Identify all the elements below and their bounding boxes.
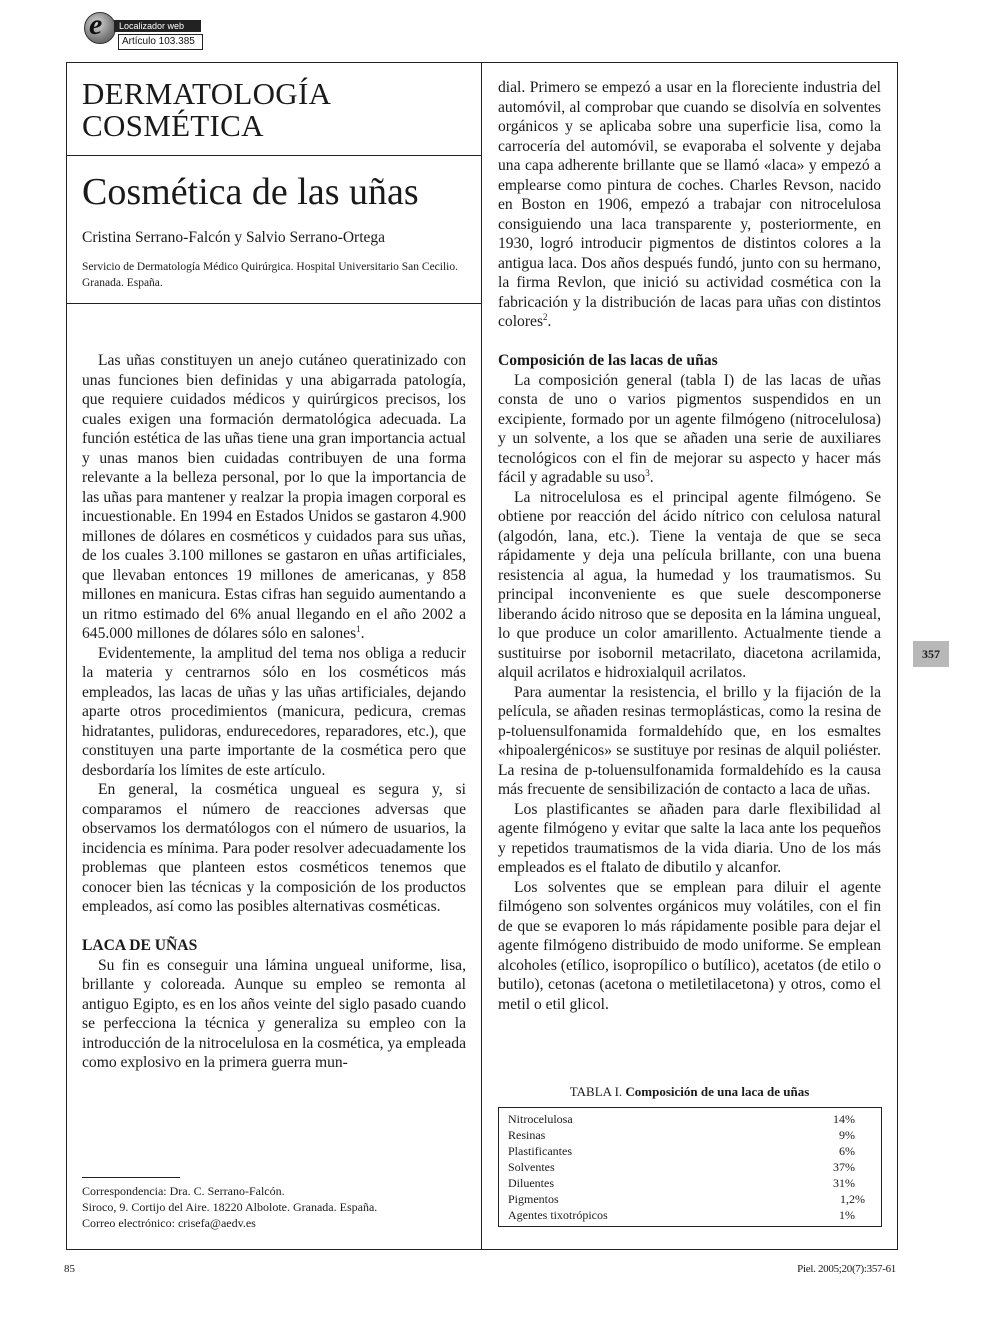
- right-column: [498, 78, 881, 1014]
- table-row-value: 9%: [839, 1128, 855, 1142]
- table-row-name: Diluentes: [508, 1176, 554, 1190]
- heading-laca-de-unas: LACA DE UÑAS: [82, 937, 198, 954]
- paragraph-safety: En general, la cosmética ungueal es segura y, si comparamos el número de reacciones adversas que observamos los dermatólogos con el número de usuarios, la incidencia es mínima. Para poder resolver adecuadamente los problemas que planteen estos cosméticos tenemos que conocer bien las técnicas y la composición de los productos empleados, así como las posibles alternativas cosméticas.: [82, 781, 466, 915]
- paragraph-laca: Su fin es conseguir una lámina ungueal uniforme, lisa, brillante y coloreada. Aunque su empleo se remonta al antiguo Egipto, es en los años veinte del siglo pasado cuando se perfecciona la técnica y generaliza su empleo con la introducción de la nitrocelulosa en la cosmética, ya empleada como explosivo en la primera guerra mun-: [82, 956, 466, 1071]
- correspondence-address: Siroco, 9. Cortijo del Aire. 18220 Albolote. Granada. España.: [82, 1200, 378, 1214]
- reference-3: 3: [645, 467, 650, 478]
- table-row-name: Plastificantes: [508, 1144, 572, 1158]
- page-number: 85: [64, 1263, 75, 1275]
- paragraph-scope: Evidentemente, la amplitud del tema nos obliga a reducir la materia y centrarnos sólo en los cosméticos más empleados, las lacas de uñas y las uñas artificiales, dejando aparte otros procedimientos (manicura, pedicura, cremas hidratantes, pulidoras, endurecedores, reparadores, etc.), que constituyen una parte importante de la cosmética pero que desbordaría los límites de este artículo.: [82, 644, 466, 779]
- logo-label: Localizador web: [114, 20, 201, 32]
- table-caption: [498, 1083, 881, 1101]
- section-title-line1: DERMATOLOGÍA: [82, 76, 332, 111]
- header-rule-top: [66, 155, 482, 156]
- affiliation: Servicio de Dermatología Médico Quirúrgica. Hospital Universitario San Cecilio. Granada. España.: [82, 261, 459, 289]
- reference-2: 2: [543, 311, 548, 322]
- table-row-name: Pigmentos: [508, 1192, 559, 1206]
- paragraph-intro: Las uñas constituyen un anejo cutáneo queratinizado con unas funciones bien definidas y una abigarrada patología, que requiere cuidados médicos y quirúrgicos precisos, los cuales exigen una formación dermatológica adecuada. La función estética de las uñas tiene una gran importancia actual y unas manos bien cuidadas contribuyen de una forma relevante a la belleza personal, por lo que la importancia de las uñas para mantener y realzar la propia imagen corporal es incuestionable. En 1994 en Estados Unidos se gastaron 4.900 millones de dólares en cosméticos y cuidados para sus uñas, de los cuales 3.100 millones se gastaron en uñas artificiales, que llevaban entonces 19 millones de americanas, y 858 millones en manicura. Estas cifras han seguido aumentando a un ritmo estimado del 6% anual llegando en el año 2002 a 645.000 millones de dólares sólo en salones$^1$.: [82, 352, 466, 642]
- table-row-value: 1%: [839, 1208, 855, 1222]
- paragraph-nitrocelulosa: La nitrocelulosa es el principal agente filmógeno. Se obtiene por reacción del ácido nítrico con celulosa natural (algodón, lana, etc.). Tiene la ventaja de que se seca rápidamente y deja una película brillante, con una buena resistencia al agua, la humedad y los traumatismos. Su principal inconveniente es que suele descomponerse liberando ácido nitroso que se deposita en la lámina ungueal, lo que produce un color amarillento. Actualmente tiende a sustituirse por isobornil metacrilato, diacetona acrilamida, alquil acrilatos e hidroxialquil acrilatos.: [498, 488, 881, 681]
- column-divider: [481, 62, 482, 1249]
- table-row-name: Agentes tixotrópicos: [508, 1208, 608, 1222]
- table-row-name: Resinas: [508, 1128, 546, 1142]
- table-caption-prefix: TABLA I.: [569, 1084, 623, 1099]
- correspondence-email: Correo electrónico: crisefa@aedv.es: [82, 1216, 256, 1230]
- paragraph-plastificantes: Los plastificantes se añaden para darle flexibilidad al agente filmógeno y evitar que salte la laca ante los pequeños y repetidos traumatismos de la vida diaria. Uno de los más empleados es el ftalato de dibutilo y alcanfor.: [498, 800, 881, 876]
- logo-letter: e: [89, 8, 103, 41]
- section-title-line2: COSMÉTICA: [82, 108, 264, 143]
- localizador-web-logo: [84, 8, 200, 54]
- left-column: [82, 351, 466, 1073]
- table-row-value: 37%: [833, 1160, 855, 1174]
- composition-table: [498, 1107, 882, 1227]
- correspondence-name: Correspondencia: Dra. C. Serrano-Falcón.: [82, 1184, 285, 1198]
- page-tab-number: 357: [913, 641, 949, 667]
- correspondence-footnote: [82, 1183, 377, 1231]
- heading-composicion: Composición de las lacas de uñas: [498, 352, 718, 369]
- article-number: Artículo 103.385: [118, 34, 203, 50]
- reference-1: 1: [356, 623, 361, 634]
- paragraph-continuation: dial. Primero se empezó a usar en la floreciente industria del automóvil, al comprobar que cuando se disolvía en solventes orgánicos y se aplicaba sobre una superficie lisa, como la carrocería del automóvil, se evaporaba el solvente y dejaba una capa adherente brillante que se llamó «laca» y empezó a emplearse como pintura de coches. Charles Revson, nacido en Boston en 1906, empezó a trabajar con nitrocelulosa consiguiendo una laca transparente y, posteriormente, en 1930, logró introducir pigmentos de distintos colores a la antigua laca. Dos años después fundó, junto con su hermano, la firma Revlon, que inició su actividad cosmética con la fabricación y la distribución de lacas para uñas con distintos colores$^2$.: [498, 79, 881, 330]
- table-row-value: 1,2%: [840, 1192, 865, 1206]
- table-row-name: Solventes: [508, 1160, 555, 1174]
- table-row-name: Nitrocelulosa: [508, 1112, 573, 1126]
- table-row-value: 6%: [839, 1144, 855, 1158]
- paragraph-resinas: Para aumentar la resistencia, el brillo y la fijación de la película, se añaden resinas termoplásticas, como la resina de p-toluensulfonamida formaldehído que, en los esmaltes «hipoalergénicos» se sustituye por resinas de alquil poliéster. La resina de p-toluensulfonamida formaldehído es la causa más frecuente de sensibilización de contacto a laca de uñas.: [498, 683, 881, 798]
- table-row-value: 14%: [833, 1112, 855, 1126]
- article-title: Cosmética de las uñas: [82, 171, 419, 213]
- paragraph-solventes: Los solventes que se emplean para diluir el agente filmógeno son solventes orgánicos muy volátiles, con el fin de que se evaporen lo más rápidamente posible para dejar el agente filmógeno distribuido de modo uniforme. Se emplean alcoholes (etílico, isopropílico o butílico), acetatos (de etilo o butilo), cetonas (acetona o metiletilacetona) y otros, como el metil o etil glicol.: [498, 878, 881, 1013]
- footnote-rule: [82, 1177, 180, 1178]
- journal-reference: Piel. 2005;20(7):357-61: [797, 1263, 896, 1275]
- authors: Cristina Serrano-Falcón y Salvio Serrano-Ortega: [82, 229, 386, 246]
- section-title: [82, 78, 462, 142]
- header-rule-bottom: [66, 303, 482, 304]
- paragraph-composition: La composición general (tabla I) de las lacas de uñas consta de uno o varios pigmentos suspendidos en un excipiente, formado por un agente filmógeno (nitrocelulosa) y un solvente, a los que se añaden una serie de auxiliares tecnológicos con el fin de mejorar su aspecto y hacer más fácil y agradable su uso$^3$.: [498, 371, 881, 486]
- table-caption-title: Composición de una laca de uñas: [625, 1084, 810, 1099]
- table-row-value: 31%: [833, 1176, 855, 1190]
